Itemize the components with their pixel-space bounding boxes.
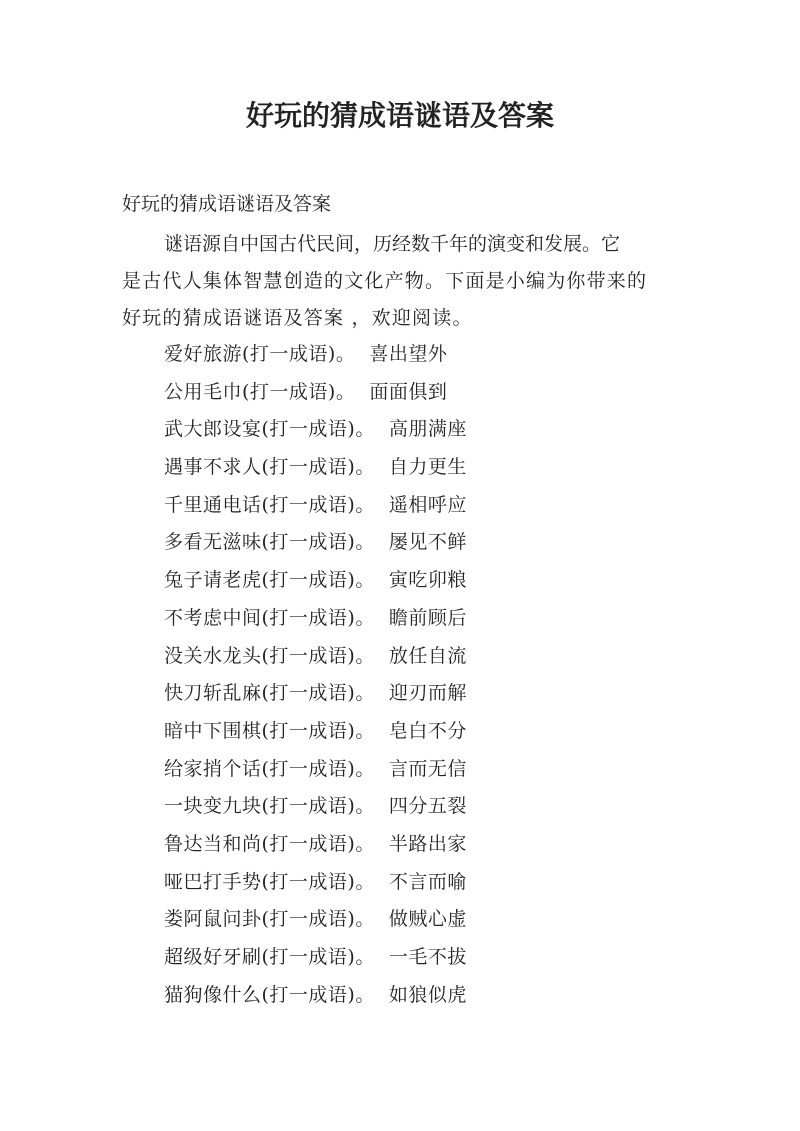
intro-line: 好玩的猜成语谜语及答案 ，欢迎阅读。 <box>122 307 473 329</box>
riddle-question: 娄阿鼠问卦(打一成语)。 <box>164 908 375 931</box>
riddle-item <box>164 977 467 1015</box>
riddle-item <box>164 600 467 638</box>
riddle-question: 给家捎个话(打一成语)。 <box>164 757 375 780</box>
riddle-item <box>164 336 467 374</box>
riddle-question: 多看无滋味(打一成语)。 <box>164 531 375 554</box>
riddle-question: 暗中下围棋(打一成语)。 <box>164 719 375 742</box>
riddle-item <box>164 939 467 977</box>
riddle-question: 快刀斩乱麻(打一成语)。 <box>164 682 375 705</box>
riddle-answer: 言而无信 <box>388 757 467 780</box>
intro-paragraph <box>122 226 682 337</box>
riddle-answer: 做贼心虚 <box>388 908 467 931</box>
riddle-question: 遇事不求人(打一成语)。 <box>164 456 375 479</box>
riddle-item <box>164 524 467 562</box>
riddle-answer: 高朋满座 <box>388 418 467 441</box>
riddle-item <box>164 751 467 789</box>
riddle-item <box>164 901 467 939</box>
riddle-item <box>164 788 467 826</box>
intro-line: 是古代人集体智慧创造的文化产物。下面是小编为你带来的 <box>122 270 648 292</box>
riddle-answer: 放任自流 <box>388 644 467 667</box>
riddle-question: 没关水龙头(打一成语)。 <box>164 644 375 667</box>
riddle-question: 千里通电话(打一成语)。 <box>164 493 375 516</box>
riddle-item <box>164 864 467 902</box>
riddle-answer: 如狼似虎 <box>388 983 467 1006</box>
riddle-item <box>164 562 467 600</box>
page-title: 好玩的猜成语谜语及答案 <box>245 99 554 132</box>
riddle-question: 不考虑中间(打一成语)。 <box>164 606 375 629</box>
riddle-item <box>164 487 467 525</box>
riddle-question: 哑巴打手势(打一成语)。 <box>164 870 375 893</box>
riddle-question: 兔子请老虎(打一成语)。 <box>164 569 375 592</box>
riddle-answer: 半路出家 <box>388 832 467 855</box>
riddle-answer: 屡见不鲜 <box>388 531 467 554</box>
riddle-question: 超级好牙刷(打一成语)。 <box>164 946 375 968</box>
riddle-question: 鲁达当和尚(打一成语)。 <box>164 832 375 855</box>
riddle-question: 公用毛巾(打一成语)。 <box>164 380 356 403</box>
riddle-question: 爱好旅游(打一成语)。 <box>164 343 356 365</box>
riddle-item <box>164 638 467 676</box>
riddle-list <box>164 336 467 1014</box>
riddle-answer: 不言而喻 <box>388 870 467 893</box>
riddle-answer: 迎刃而解 <box>388 682 467 705</box>
riddle-answer: 面面俱到 <box>369 380 448 403</box>
riddle-item <box>164 449 467 487</box>
riddle-question: 猫狗像什么(打一成语)。 <box>164 983 375 1006</box>
riddle-answer: 寅吃卯粮 <box>388 569 467 592</box>
section-heading: 好玩的猜成语谜语及答案 <box>122 193 332 215</box>
riddle-answer: 一毛不拔 <box>388 946 467 968</box>
riddle-item <box>164 374 467 412</box>
riddle-answer: 喜出望外 <box>369 343 448 365</box>
riddle-answer: 瞻前顾后 <box>388 606 467 629</box>
intro-line: 谜语源自中国古代民间，历经数千年的演变和发展。它 <box>164 233 621 255</box>
riddle-item <box>164 826 467 864</box>
riddle-item <box>164 713 467 751</box>
riddle-question: 武大郎设宴(打一成语)。 <box>164 418 375 441</box>
riddle-answer: 四分五裂 <box>388 795 467 818</box>
riddle-answer: 自力更生 <box>388 456 467 479</box>
riddle-item <box>164 675 467 713</box>
riddle-answer: 皂白不分 <box>388 719 467 742</box>
riddle-question: 一块变九块(打一成语)。 <box>164 795 375 818</box>
riddle-answer: 遥相呼应 <box>388 493 467 516</box>
riddle-item <box>164 411 467 449</box>
